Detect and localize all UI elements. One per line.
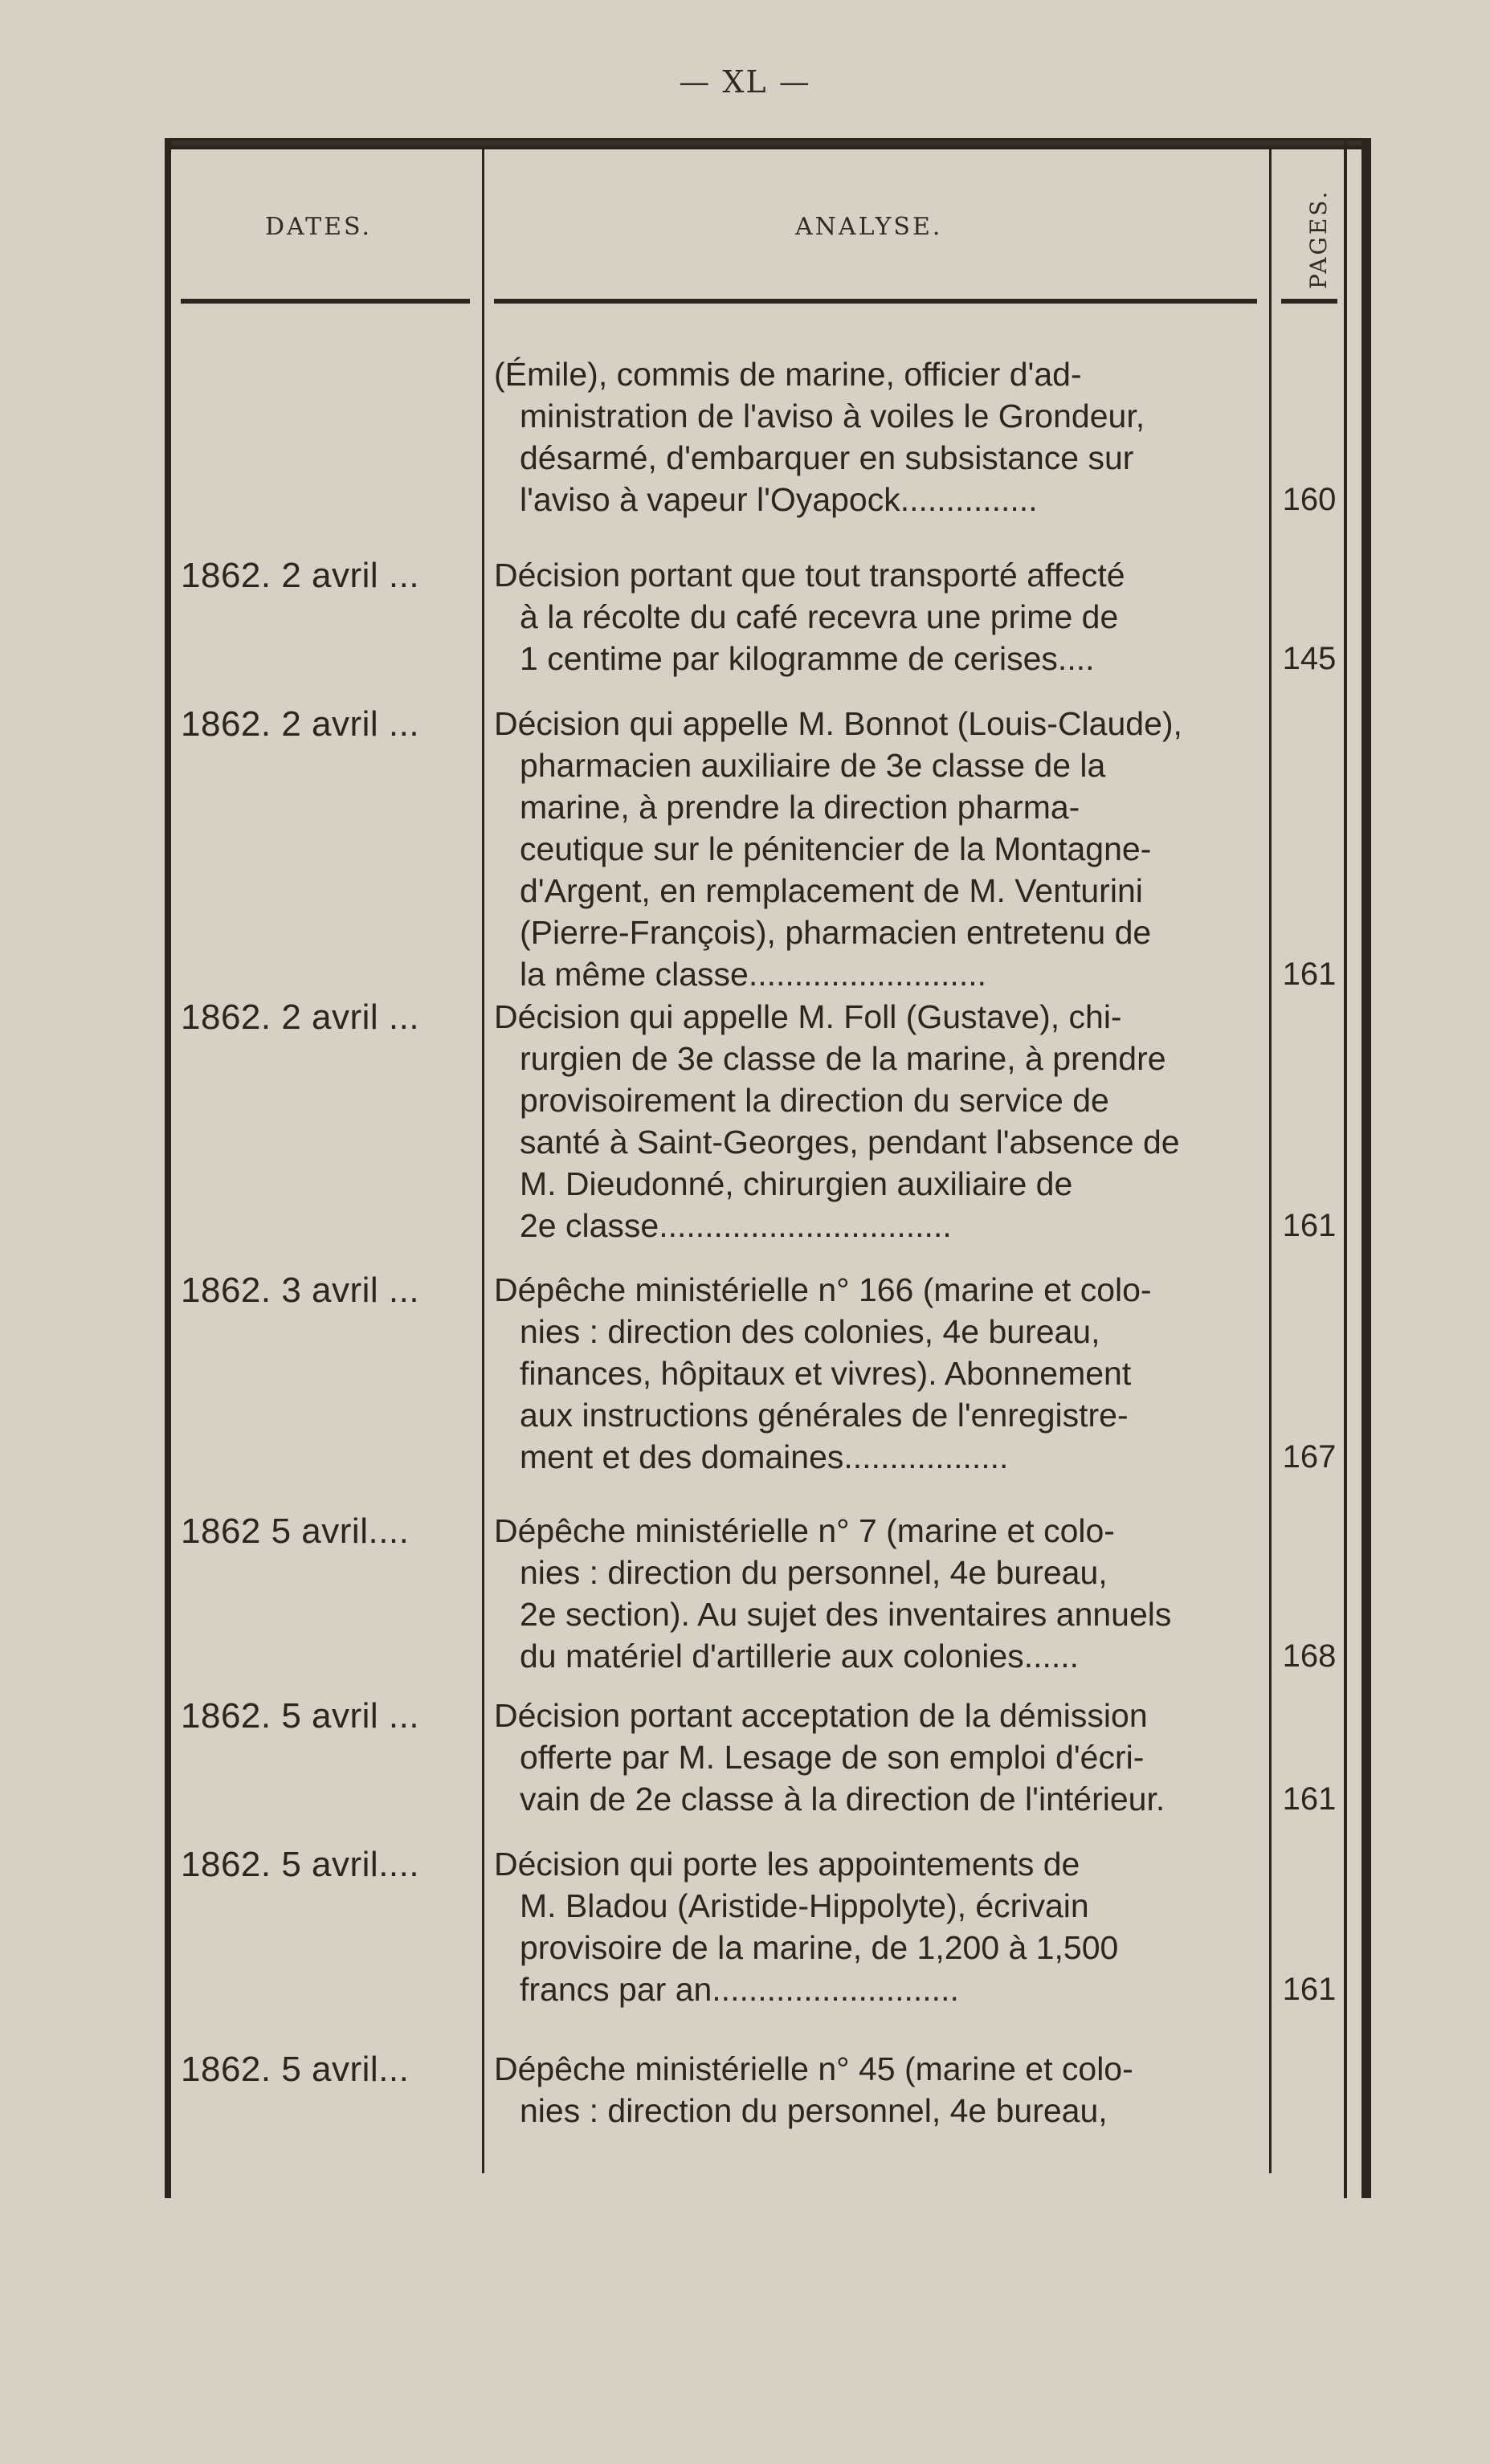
entry-page: 167 <box>1282 1439 1337 1475</box>
entry-page: 161 <box>1282 1208 1337 1243</box>
column-divider-analyse <box>1269 149 1272 2173</box>
analyse-line: 2e section). Au sujet des inventaires annuels <box>520 1596 1172 1633</box>
analyse-line: Décision portant acceptation de la démission <box>494 1697 1148 1734</box>
analyse-line: nies : direction des colonies, 4e bureau, <box>520 1313 1100 1350</box>
header-analyse: ANALYSE. <box>795 213 943 241</box>
header-rule-dates <box>181 299 470 304</box>
analyse-line: 1 centime par kilogramme de cerises.... <box>520 640 1095 677</box>
analyse-line: Décision portant que tout transporté affecté <box>494 557 1125 594</box>
analyse-line: du matériel d'artillerie aux colonies...... <box>520 1638 1080 1675</box>
analyse-line: vain de 2e classe à la direction de l'intérieur. <box>520 1781 1165 1817</box>
table-right-inner-border <box>1344 138 1347 2198</box>
analyse-line: Décision qui appelle M. Foll (Gustave), chi- <box>494 998 1122 1035</box>
analyse-line: la même classe.......................... <box>520 956 986 993</box>
entry-date: 1862. 5 avril ... <box>181 1696 420 1736</box>
entry-page: 160 <box>1282 482 1337 517</box>
analyse-line: M. Bladou (Aristide-Hippolyte), écrivain <box>520 1887 1089 1924</box>
entry-page: 161 <box>1282 1781 1337 1817</box>
entry-analyse <box>494 353 1257 520</box>
table-right-border <box>1361 138 1371 2198</box>
analyse-line: ceutique sur le pénitencier de la Montagne- <box>520 830 1152 867</box>
analyse-line: Dépêche ministérielle n° 45 (marine et colo- <box>494 2050 1133 2087</box>
analyse-line: Dépêche ministérielle n° 7 (marine et colo- <box>494 1512 1115 1549</box>
entry-analyse <box>494 996 1257 1246</box>
header-rule-pages <box>1281 299 1337 304</box>
analyse-line: provisoire de la marine, de 1,200 à 1,500 <box>520 1929 1119 1966</box>
analyse-line: finances, hôpitaux et vivres). Abonnement <box>520 1355 1132 1392</box>
analyse-line: aux instructions générales de l'enregistre- <box>520 1397 1129 1434</box>
entry-date: 1862. 5 avril... <box>181 2050 410 2089</box>
entry-date: 1862 5 avril.... <box>181 1511 410 1551</box>
analyse-line: offerte par M. Lesage de son emploi d'écri- <box>520 1739 1145 1776</box>
analyse-line: Dépêche ministérielle n° 166 (marine et colo- <box>494 1271 1152 1308</box>
entry-date: 1862. 3 avril ... <box>181 1271 420 1310</box>
analyse-line: Décision qui porte les appointements de <box>494 1846 1080 1883</box>
header-pages: PAGES. <box>1305 189 1332 289</box>
analyse-line: Décision qui appelle M. Bonnot (Louis-Claude), <box>494 705 1182 742</box>
analyse-line: rurgien de 3e classe de la marine, à prendre <box>520 1040 1166 1077</box>
entry-analyse <box>494 1695 1257 1820</box>
analyse-line: désarmé, d'embarquer en subsistance sur <box>520 439 1134 476</box>
analyse-line: ment et des domaines.................. <box>520 1438 1009 1475</box>
column-divider-dates <box>482 149 484 2173</box>
entry-analyse <box>494 703 1257 995</box>
table-left-border <box>165 138 171 2198</box>
analyse-line: ministration de l'aviso à voiles le Grondeur, <box>520 398 1145 434</box>
analyse-line: 2e classe................................ <box>520 1207 952 1244</box>
analyse-line: nies : direction du personnel, 4e bureau, <box>520 2092 1108 2129</box>
entry-date: 1862. 2 avril ... <box>181 704 420 744</box>
analyse-line: marine, à prendre la direction pharma- <box>520 789 1080 826</box>
entry-date: 1862. 5 avril.... <box>181 1845 420 1884</box>
analyse-line: (Pierre-François), pharmacien entretenu de <box>520 914 1152 951</box>
header-dates: DATES. <box>265 213 373 241</box>
analyse-line: santé à Saint-Georges, pendant l'absence de <box>520 1124 1180 1161</box>
entry-analyse <box>494 1843 1257 2010</box>
entry-page: 161 <box>1282 1972 1337 2007</box>
entry-date: 1862. 2 avril ... <box>181 997 420 1037</box>
analyse-line: (Émile), commis de marine, officier d'ad- <box>494 356 1082 393</box>
entry-page: 161 <box>1282 957 1337 992</box>
entry-page: 168 <box>1282 1638 1337 1674</box>
entry-analyse <box>494 2048 1257 2132</box>
analyse-line: francs par an........................... <box>520 1971 959 2008</box>
analyse-line: provisoirement la direction du service de <box>520 1082 1109 1119</box>
entry-analyse <box>494 1510 1257 1677</box>
entry-analyse <box>494 554 1257 679</box>
header-rule-analyse <box>494 299 1257 304</box>
analyse-line: nies : direction du personnel, 4e bureau, <box>520 1554 1108 1591</box>
table-top-rule <box>165 138 1370 149</box>
analyse-line: d'Argent, en remplacement de M. Venturini <box>520 872 1143 909</box>
analyse-line: à la récolte du café recevra une prime de <box>520 598 1119 635</box>
page-number: — XL — <box>679 64 811 100</box>
entry-page: 145 <box>1282 641 1337 676</box>
analyse-line: M. Dieudonné, chirurgien auxiliaire de <box>520 1165 1073 1202</box>
entry-date: 1862. 2 avril ... <box>181 556 420 595</box>
analyse-line: l'aviso à vapeur l'Oyapock............... <box>520 481 1038 518</box>
entry-analyse <box>494 1269 1257 1478</box>
analyse-line: pharmacien auxiliaire de 3e classe de la <box>520 747 1106 784</box>
